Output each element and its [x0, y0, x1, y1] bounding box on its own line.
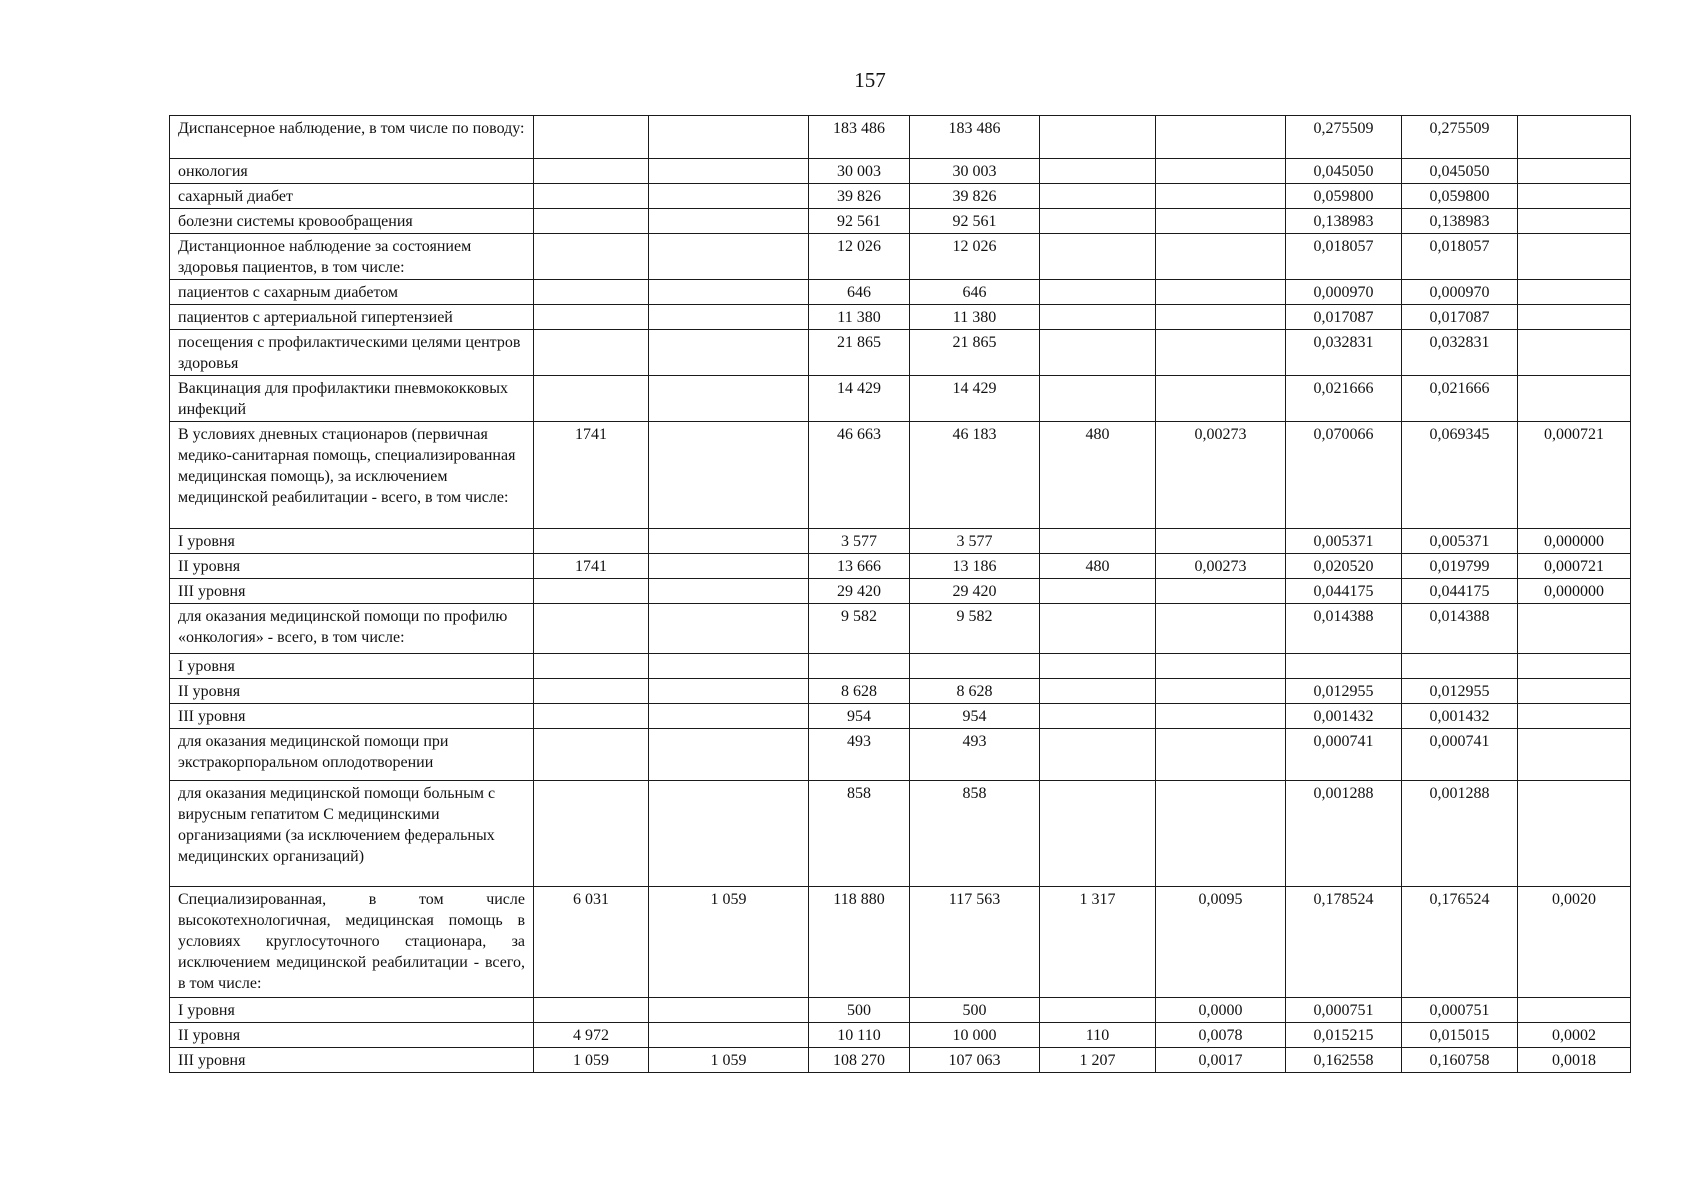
table-cell: 10 110: [809, 1023, 910, 1048]
table-row: [170, 209, 1631, 234]
row-label: Диспансерное наблюдение, в том числе по поводу:: [170, 116, 534, 159]
table-cell: 0,0018: [1518, 1048, 1631, 1073]
table-cell: [649, 729, 809, 781]
table-cell: [1518, 654, 1631, 679]
table-cell: [649, 704, 809, 729]
row-label: I уровня: [170, 654, 534, 679]
table-row: [170, 280, 1631, 305]
table-cell: 1 059: [649, 1048, 809, 1073]
table-cell: [1518, 781, 1631, 887]
table-cell: [1156, 729, 1286, 781]
row-label: II уровня: [170, 1023, 534, 1048]
table-cell: 11 380: [809, 305, 910, 330]
table-cell: 3 577: [910, 529, 1040, 554]
table-row: [170, 116, 1631, 159]
table-cell: 0,021666: [1286, 376, 1402, 422]
table-cell: 11 380: [910, 305, 1040, 330]
table-cell: [534, 998, 649, 1023]
table-row: [170, 376, 1631, 422]
table-cell: 0,000741: [1402, 729, 1518, 781]
table-cell: 3 577: [809, 529, 910, 554]
table-cell: 183 486: [809, 116, 910, 159]
table-cell: [649, 679, 809, 704]
table-cell: [1518, 116, 1631, 159]
table-row: [170, 422, 1631, 529]
table-cell: [534, 184, 649, 209]
table-cell: [534, 209, 649, 234]
table-cell: [649, 654, 809, 679]
table-cell: [1518, 209, 1631, 234]
table-cell: [1040, 654, 1156, 679]
table-cell: 0,019799: [1402, 554, 1518, 579]
table-cell: 0,000751: [1402, 998, 1518, 1023]
table-cell: 21 865: [809, 330, 910, 376]
table-cell: [1286, 654, 1402, 679]
table-cell: 118 880: [809, 887, 910, 998]
table-cell: 117 563: [910, 887, 1040, 998]
row-label: II уровня: [170, 554, 534, 579]
table-cell: 0,044175: [1402, 579, 1518, 604]
table-cell: 46 663: [809, 422, 910, 529]
table-cell: 0,000970: [1286, 280, 1402, 305]
table-cell: [1156, 184, 1286, 209]
table-row: [170, 654, 1631, 679]
table-cell: [1040, 209, 1156, 234]
row-label: В условиях дневных стационаров (первичная медико-санитарная помощь, специализированная медицинская помощь), за исключением медицинской реабилитации - всего, в том числе:: [170, 422, 534, 529]
table-cell: 0,017087: [1286, 305, 1402, 330]
table-cell: 0,0095: [1156, 887, 1286, 998]
table-cell: 0,0017: [1156, 1048, 1286, 1073]
table-cell: 0,000721: [1518, 554, 1631, 579]
table-cell: [1518, 998, 1631, 1023]
table-cell: 0,275509: [1402, 116, 1518, 159]
table-cell: 0,059800: [1402, 184, 1518, 209]
table-cell: [1156, 781, 1286, 887]
table-cell: 107 063: [910, 1048, 1040, 1073]
table-cell: 8 628: [910, 679, 1040, 704]
table-cell: 13 666: [809, 554, 910, 579]
table-cell: [649, 604, 809, 654]
table-cell: [1518, 159, 1631, 184]
table-cell: [1040, 305, 1156, 330]
table-cell: 0,070066: [1286, 422, 1402, 529]
table-cell: 183 486: [910, 116, 1040, 159]
table-cell: 0,00273: [1156, 554, 1286, 579]
table-cell: 10 000: [910, 1023, 1040, 1048]
table-cell: 0,0078: [1156, 1023, 1286, 1048]
table-cell: [1040, 604, 1156, 654]
table-cell: [1040, 376, 1156, 422]
table-cell: [649, 529, 809, 554]
table-cell: [1518, 376, 1631, 422]
table-cell: 0,0002: [1518, 1023, 1631, 1048]
table-cell: [1040, 234, 1156, 280]
table-row: [170, 234, 1631, 280]
table-cell: 0,000000: [1518, 579, 1631, 604]
table-cell: 0,044175: [1286, 579, 1402, 604]
table-cell: 0,069345: [1402, 422, 1518, 529]
table-cell: [1040, 184, 1156, 209]
table-cell: [1518, 704, 1631, 729]
table-cell: 1741: [534, 422, 649, 529]
row-label: посещения с профилактическими целями центров здоровья: [170, 330, 534, 376]
table-cell: [1518, 729, 1631, 781]
table-cell: 0,020520: [1286, 554, 1402, 579]
table-cell: 0,018057: [1286, 234, 1402, 280]
row-label: Вакцинация для профилактики пневмококковых инфекций: [170, 376, 534, 422]
table-cell: 0,160758: [1402, 1048, 1518, 1073]
table-cell: 0,138983: [1402, 209, 1518, 234]
table-cell: 92 561: [809, 209, 910, 234]
table-cell: 500: [910, 998, 1040, 1023]
table-cell: [649, 184, 809, 209]
table-row: [170, 604, 1631, 654]
table-row: [170, 529, 1631, 554]
table-cell: 0,045050: [1402, 159, 1518, 184]
table-cell: [1040, 280, 1156, 305]
table-cell: 0,00273: [1156, 422, 1286, 529]
table-cell: [1156, 604, 1286, 654]
table-cell: 0,012955: [1402, 679, 1518, 704]
table-cell: 39 826: [809, 184, 910, 209]
row-label: III уровня: [170, 579, 534, 604]
table-cell: [1040, 679, 1156, 704]
table-cell: [649, 1023, 809, 1048]
table-cell: 39 826: [910, 184, 1040, 209]
table-cell: [1156, 376, 1286, 422]
row-label: III уровня: [170, 1048, 534, 1073]
table-cell: 0,032831: [1286, 330, 1402, 376]
table-cell: [1518, 305, 1631, 330]
table-cell: 13 186: [910, 554, 1040, 579]
row-label: сахарный диабет: [170, 184, 534, 209]
table-cell: [1156, 529, 1286, 554]
table-cell: [1518, 679, 1631, 704]
table-row: [170, 579, 1631, 604]
table-cell: [649, 280, 809, 305]
table-cell: 0,000970: [1402, 280, 1518, 305]
table-cell: 0,015015: [1402, 1023, 1518, 1048]
table-cell: 9 582: [809, 604, 910, 654]
table-cell: [1518, 234, 1631, 280]
row-label: I уровня: [170, 998, 534, 1023]
table-cell: [534, 376, 649, 422]
table-cell: 1 207: [1040, 1048, 1156, 1073]
table-cell: 4 972: [534, 1023, 649, 1048]
table-cell: 954: [910, 704, 1040, 729]
table-cell: 0,001288: [1402, 781, 1518, 887]
table-cell: [534, 654, 649, 679]
table-cell: [649, 781, 809, 887]
table-row: [170, 679, 1631, 704]
table-cell: 9 582: [910, 604, 1040, 654]
row-label: пациентов с артериальной гипертензией: [170, 305, 534, 330]
table-cell: [649, 376, 809, 422]
table-cell: 0,000751: [1286, 998, 1402, 1023]
table-cell: [1518, 280, 1631, 305]
table-cell: [910, 654, 1040, 679]
table-cell: 0,021666: [1402, 376, 1518, 422]
table-cell: 12 026: [910, 234, 1040, 280]
table-cell: [1040, 330, 1156, 376]
table-cell: [1040, 529, 1156, 554]
table-cell: 0,059800: [1286, 184, 1402, 209]
table-cell: [534, 280, 649, 305]
table-cell: [534, 305, 649, 330]
row-label: онкология: [170, 159, 534, 184]
table-cell: [1040, 116, 1156, 159]
table-cell: 0,0020: [1518, 887, 1631, 998]
row-label: II уровня: [170, 679, 534, 704]
table-row: [170, 887, 1631, 998]
table-cell: [534, 234, 649, 280]
table-cell: 858: [910, 781, 1040, 887]
table-cell: [534, 529, 649, 554]
row-label: I уровня: [170, 529, 534, 554]
table-cell: [534, 159, 649, 184]
table-cell: 0,178524: [1286, 887, 1402, 998]
table-cell: [1156, 679, 1286, 704]
table-cell: [1156, 234, 1286, 280]
table-cell: [1518, 184, 1631, 209]
table-cell: 30 003: [910, 159, 1040, 184]
table-cell: 858: [809, 781, 910, 887]
table-cell: [534, 330, 649, 376]
table-cell: 0,014388: [1402, 604, 1518, 654]
table-cell: [1518, 330, 1631, 376]
table-cell: 0,0000: [1156, 998, 1286, 1023]
table-cell: 0,138983: [1286, 209, 1402, 234]
table-cell: 0,045050: [1286, 159, 1402, 184]
table-cell: 0,032831: [1402, 330, 1518, 376]
table-cell: [1040, 159, 1156, 184]
table-cell: 12 026: [809, 234, 910, 280]
table-cell: 480: [1040, 554, 1156, 579]
table-cell: [649, 579, 809, 604]
table-cell: [1156, 654, 1286, 679]
table-cell: 0,176524: [1402, 887, 1518, 998]
table-cell: 1741: [534, 554, 649, 579]
table-cell: 92 561: [910, 209, 1040, 234]
table-cell: 0,162558: [1286, 1048, 1402, 1073]
table-cell: 0,001432: [1286, 704, 1402, 729]
page-number: 157: [854, 68, 886, 92]
row-label: для оказания медицинской помощи при экстракорпоральном оплодотворении: [170, 729, 534, 781]
table-cell: [534, 781, 649, 887]
table-cell: 0,275509: [1286, 116, 1402, 159]
table-cell: 646: [910, 280, 1040, 305]
table-cell: 14 429: [809, 376, 910, 422]
table-cell: 14 429: [910, 376, 1040, 422]
table-cell: [1156, 209, 1286, 234]
row-label: Дистанционное наблюдение за состоянием здоровья пациентов, в том числе:: [170, 234, 534, 280]
data-table: [169, 115, 1631, 1073]
table-cell: 0,018057: [1402, 234, 1518, 280]
table-row: [170, 998, 1631, 1023]
table-row: [170, 1048, 1631, 1073]
table-cell: [1156, 330, 1286, 376]
table-cell: [1040, 998, 1156, 1023]
row-label: Специализированная, в том числе высокотехнологичная, медицинская помощь в условиях круглосуточного стационара, за исключением медицинской реабилитации - всего, в том числе:: [170, 887, 534, 998]
table-cell: 646: [809, 280, 910, 305]
table-cell: [649, 422, 809, 529]
table-cell: 1 059: [649, 887, 809, 998]
table-cell: [534, 579, 649, 604]
table-cell: [649, 305, 809, 330]
table-cell: [1402, 654, 1518, 679]
table-cell: 21 865: [910, 330, 1040, 376]
table-cell: 0,000741: [1286, 729, 1402, 781]
table-cell: [534, 704, 649, 729]
table-row: [170, 781, 1631, 887]
table-cell: 0,014388: [1286, 604, 1402, 654]
table-cell: [534, 729, 649, 781]
table-cell: [1156, 280, 1286, 305]
table-cell: 0,017087: [1402, 305, 1518, 330]
table-row: [170, 1023, 1631, 1048]
table-cell: 30 003: [809, 159, 910, 184]
table-row: [170, 184, 1631, 209]
table-cell: [1156, 704, 1286, 729]
table-cell: [809, 654, 910, 679]
table-cell: 480: [1040, 422, 1156, 529]
table-cell: 0,012955: [1286, 679, 1402, 704]
table-cell: [534, 604, 649, 654]
table-cell: [534, 679, 649, 704]
table-cell: 1 059: [534, 1048, 649, 1073]
table-cell: [1040, 579, 1156, 604]
table-row: [170, 704, 1631, 729]
table-cell: [1040, 729, 1156, 781]
table-cell: 29 420: [910, 579, 1040, 604]
table-row: [170, 305, 1631, 330]
table-cell: 108 270: [809, 1048, 910, 1073]
table-row: [170, 159, 1631, 184]
table-cell: [1156, 579, 1286, 604]
table-cell: 6 031: [534, 887, 649, 998]
table-cell: 29 420: [809, 579, 910, 604]
table-cell: [649, 998, 809, 1023]
table-cell: [649, 159, 809, 184]
table-cell: 0,001432: [1402, 704, 1518, 729]
table-cell: [1156, 159, 1286, 184]
table-cell: [1518, 604, 1631, 654]
table-cell: 0,001288: [1286, 781, 1402, 887]
table-row: [170, 330, 1631, 376]
table-cell: [649, 330, 809, 376]
table-cell: [1040, 704, 1156, 729]
table-cell: [649, 116, 809, 159]
table-cell: 0,005371: [1402, 529, 1518, 554]
table-cell: 110: [1040, 1023, 1156, 1048]
row-label: III уровня: [170, 704, 534, 729]
table-cell: [649, 209, 809, 234]
table-cell: [1156, 305, 1286, 330]
table-cell: 0,000000: [1518, 529, 1631, 554]
row-label: для оказания медицинской помощи по профилю «онкология» - всего, в том числе:: [170, 604, 534, 654]
table-cell: [1040, 781, 1156, 887]
table-cell: 1 317: [1040, 887, 1156, 998]
table-cell: 0,000721: [1518, 422, 1631, 529]
table-cell: 0,005371: [1286, 529, 1402, 554]
table-cell: 493: [910, 729, 1040, 781]
table-cell: 493: [809, 729, 910, 781]
row-label: для оказания медицинской помощи больным с вирусным гепатитом С медицинскими организациями (за исключением федеральных медицинских организаций): [170, 781, 534, 887]
table-cell: [534, 116, 649, 159]
table-cell: [1156, 116, 1286, 159]
row-label: болезни системы кровообращения: [170, 209, 534, 234]
table-cell: [649, 554, 809, 579]
table-cell: 0,015215: [1286, 1023, 1402, 1048]
table-cell: 46 183: [910, 422, 1040, 529]
row-label: пациентов с сахарным диабетом: [170, 280, 534, 305]
table-cell: 500: [809, 998, 910, 1023]
table-row: [170, 729, 1631, 781]
table-cell: 8 628: [809, 679, 910, 704]
table-cell: [649, 234, 809, 280]
table-row: [170, 554, 1631, 579]
table-cell: 954: [809, 704, 910, 729]
